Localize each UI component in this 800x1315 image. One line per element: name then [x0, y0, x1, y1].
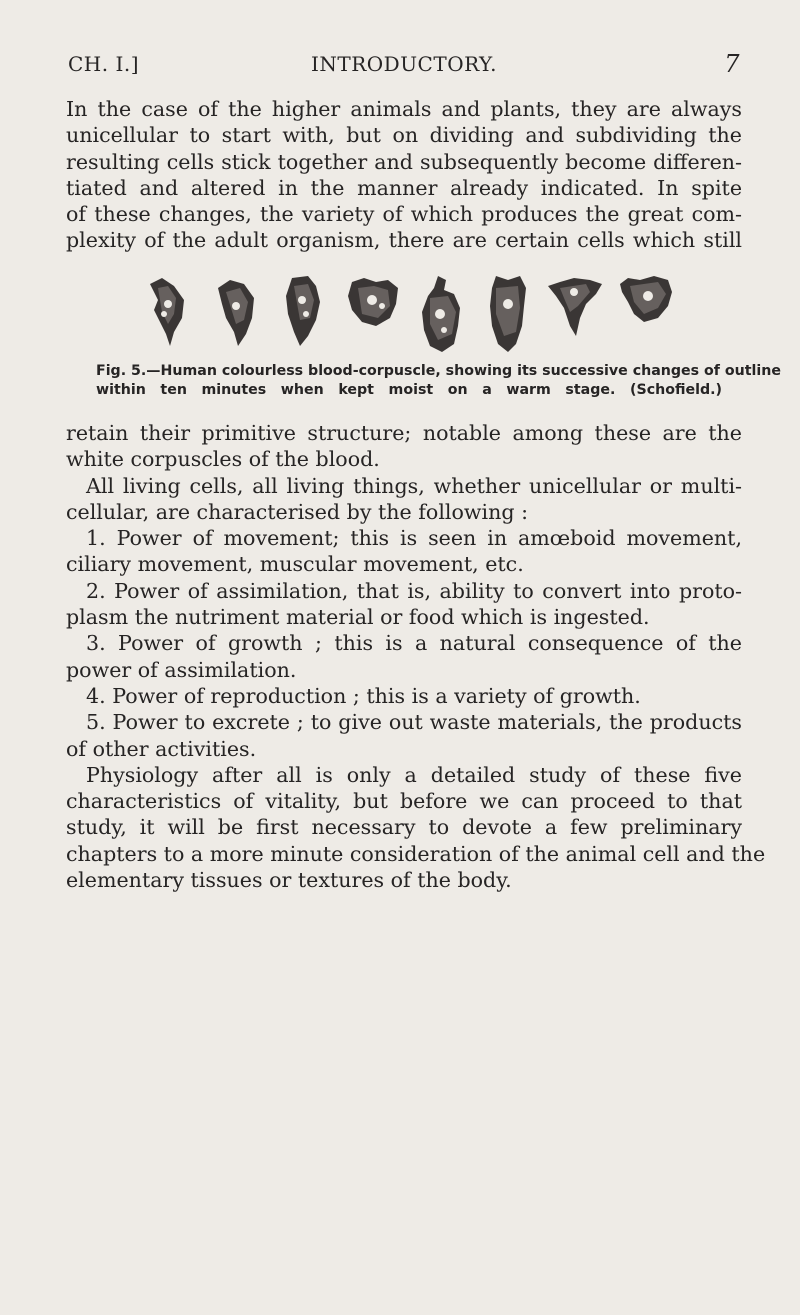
figure-caption [96, 362, 781, 400]
corpuscle-stage-6-illustration [486, 274, 532, 354]
text-line: In the case of the higher animals and plants, they are always [66, 97, 742, 121]
running-head [68, 52, 740, 82]
corpuscle-stage-4-illustration [346, 274, 402, 330]
text-line: resulting cells stick together and subsequently become differen- [66, 149, 742, 174]
chapter-marker: CH. I.] [68, 52, 140, 76]
text-line: white corpuscles of the blood. [66, 447, 380, 472]
list-item-3-line: 3. Power of growth ; this is a natural consequence of the [86, 631, 742, 656]
corpuscle-stage-3-illustration [282, 274, 324, 350]
text-line: chapters to a more minute consideration of the animal cell and the [66, 841, 766, 866]
text-line: All living cells, all living things, whether unicellular or multi- [86, 473, 742, 498]
text-line: retain their primitive structure; notable among these are the [66, 421, 742, 445]
page-number: 7 [724, 50, 740, 78]
caption-line: within ten minutes when kept moist on a warm stage. (Schofield.) [96, 382, 722, 398]
text-line: characteristics of vitality, but before we can proceed to that [66, 789, 742, 814]
opening-paragraph [66, 96, 742, 254]
text-line: cellular, are characterised by the following : [66, 499, 529, 524]
list-item-5-line: 5. Power to excrete ; to give out waste materials, the products [86, 710, 742, 735]
corpuscle-stage-5-illustration [418, 274, 466, 354]
text-line: Physiology after all is only a detailed study of these five [86, 762, 742, 787]
corpuscle-stage-7-illustration [546, 274, 604, 340]
list-item-1-line: 1. Power of movement; this is seen in amœboid movement, [86, 526, 742, 551]
text-line: elementary tissues or textures of the body. [66, 868, 512, 893]
list-item-4-line: 4. Power of reproduction ; this is a variety of growth. [86, 683, 641, 708]
text-line: tiated and altered in the manner already indicated. In spite [66, 175, 742, 200]
text-line: ciliary movement, muscular movement, etc. [66, 552, 524, 577]
list-item-2-line: 2. Power of assimilation, that is, ability to convert into proto- [86, 578, 742, 603]
corpuscle-stage-1-illustration [144, 274, 192, 350]
text-line: unicellular to start with, but on dividing and subdividing the [66, 123, 742, 148]
caption-line: Fig. 5.—Human colourless blood-corpuscle, showing its successive changes of outline [96, 363, 781, 379]
body-text [66, 420, 766, 893]
corpuscle-stage-8-illustration [618, 274, 674, 324]
text-line: power of assimilation. [66, 657, 297, 682]
section-title: INTRODUCTORY. [310, 52, 498, 76]
text-line: of other activities. [66, 736, 257, 761]
figure-5-corpuscle-sequence [134, 274, 674, 354]
text-line: study, it will be first necessary to devote a few preliminary [66, 815, 742, 840]
corpuscle-stage-2-illustration [214, 274, 258, 350]
text-line: of these changes, the variety of which produces the great com- [66, 202, 742, 227]
text-line: plexity of the adult organism, there are certain cells which still [66, 228, 742, 253]
text-line: plasm the nutriment material or food which is ingested. [66, 605, 650, 630]
